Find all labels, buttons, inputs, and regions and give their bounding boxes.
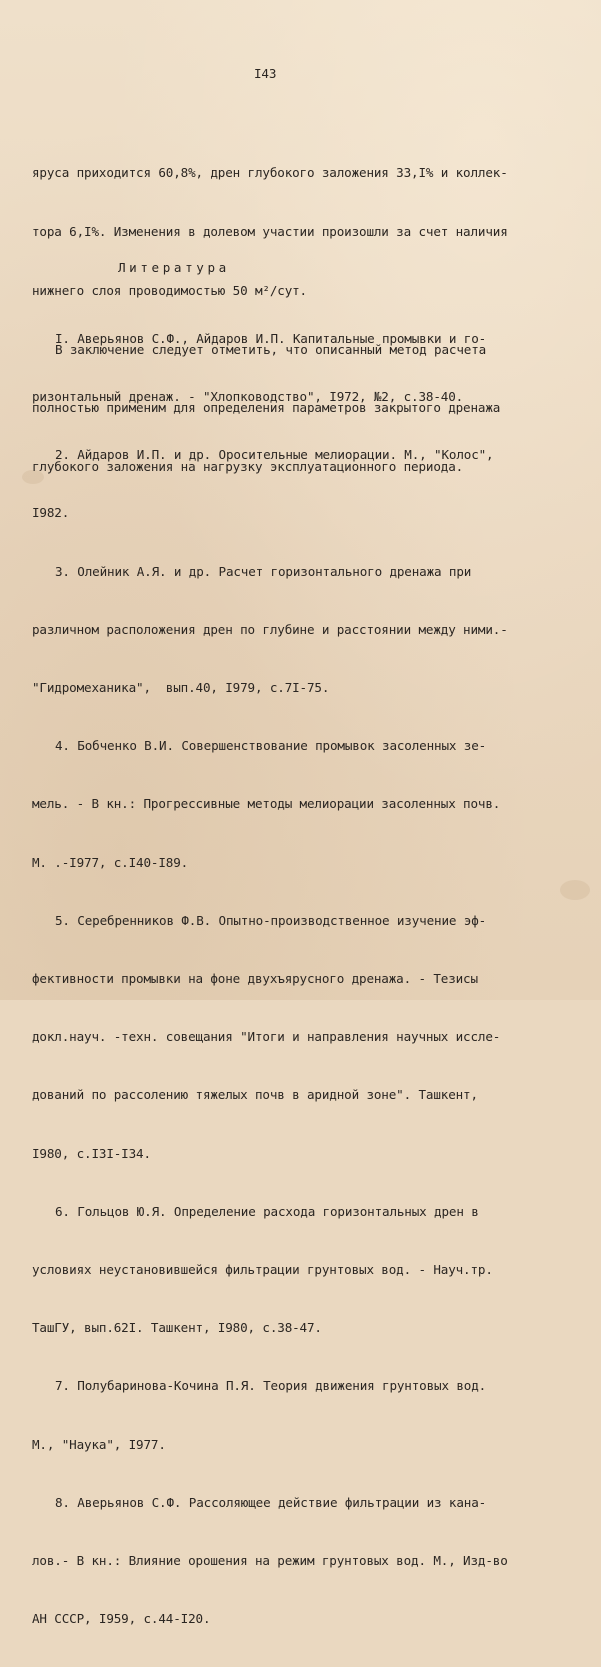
reference-line: 3. Олейник А.Я. и др. Расчет горизонтального дренажа при — [55, 563, 472, 579]
body-line: В заключение следует отметить, что описанный метод расчета — [55, 341, 487, 357]
reference-line: I980, с.I3I-I34. — [32, 1145, 151, 1161]
reference-line: 4. Бобченко В.И. Совершенствование промывок засоленных зе- — [55, 738, 487, 754]
reference-line: 2. Айдаров И.П. и др. Оросительные мелиорации. М., "Колос", — [55, 447, 494, 463]
reference-line: I. Аверьянов С.Ф., Айдаров И.П. Капитальные промывки и го- — [55, 330, 487, 346]
page-number: I43 — [254, 66, 277, 81]
reference-line: 8. Аверьянов С.Ф. Рассоляющее действие фильтрации из кана- — [55, 1494, 487, 1510]
reference-line: I982. — [32, 505, 70, 521]
reference-line: дований по рассолению тяжелых почв в аридной зоне". Ташкент, — [32, 1087, 478, 1103]
reference-line: М. .-I977, с.I40-I89. — [32, 854, 189, 870]
body-line: яруса приходится 60,8%, дрен глубокого заложения 33,I% и коллек- — [32, 165, 508, 181]
reference-line: 5. Серебренников Ф.В. Опытно-производственное изучение эф- — [55, 912, 487, 928]
reference-line: "Гидромеханика", вып.40, I979, с.7I-75. — [32, 680, 330, 696]
reference-line: 7. Полубаринова-Кочина П.Я. Теория движения грунтовых вод. — [55, 1378, 487, 1394]
reference-line: 6. Гольцов Ю.Я. Определение расхода горизонтальных дрен в — [55, 1203, 479, 1219]
reference-line: М., "Наука", I977. — [32, 1436, 166, 1452]
reference-line: мель. - В кн.: Прогрессивные методы мелиорации засоленных почв. — [32, 796, 501, 812]
body-line: нижнего слоя проводимостью 50 м²/сут. — [32, 282, 307, 298]
reference-line: докл.науч. -техн. совещания "Итоги и направления научных иссле- — [32, 1029, 501, 1045]
reference-line: фективности промывки на фоне двухъярусного дренажа. - Тезисы — [32, 971, 478, 987]
body-line: глубокого заложения на нагрузку эксплуатационного периода. — [32, 459, 464, 475]
reference-line: лов.- В кн.: Влияние орошения на режим грунтовых вод. М., Изд-во — [32, 1553, 508, 1569]
body-line: полностью применим для определения параметров закрытого дренажа — [32, 400, 501, 416]
literature-heading: Литература — [118, 260, 230, 275]
reference-line: ТашГУ, вып.62I. Ташкент, I980, с.38-47. — [32, 1320, 322, 1336]
reference-list — [0, 290, 601, 1667]
reference-line: условиях неустановившейся фильтрации грунтовых вод. - Науч.тр. — [32, 1262, 493, 1278]
reference-line: различном расположения дрен по глубине и расстоянии между ними.- — [32, 621, 508, 637]
reference-line: ризонтальный дренаж. - "Хлопководство", I972, №2, с.38-40. — [32, 389, 464, 405]
body-line: тора 6,I%. Изменения в долевом участии произошли за счет наличия — [32, 223, 508, 239]
reference-line: АН СССР, I959, с.44-I20. — [32, 1611, 211, 1627]
